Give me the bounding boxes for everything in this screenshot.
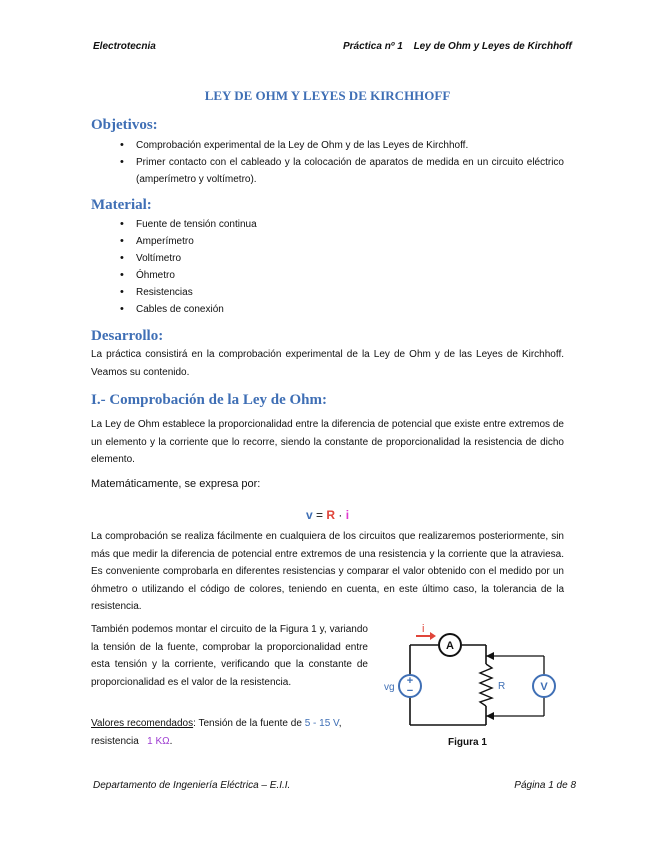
- resistor: [480, 664, 492, 706]
- objetivos-list: [120, 137, 564, 188]
- ohm-equation: [0, 508, 655, 522]
- eq-v: v: [305, 508, 313, 522]
- objetivos-heading: Objetivos:: [91, 117, 158, 133]
- ammeter-label: A: [446, 640, 454, 652]
- list-item: • Fuente de tensión continua: [120, 216, 257, 233]
- section1-heading: I.- Comprobación de la Ley de Ohm:: [91, 392, 327, 408]
- arrow-icon: [486, 712, 494, 720]
- valores-end: .: [169, 735, 173, 747]
- math-intro: Matemáticamente, se expresa por:: [91, 478, 261, 490]
- eq-r: R: [326, 508, 336, 522]
- material-list: [120, 216, 257, 318]
- valores-text: : Tensión de la fuente de: [193, 718, 305, 729]
- header-right: [343, 41, 580, 52]
- list-item: • Voltímetro: [120, 250, 257, 267]
- source-plus: +: [406, 675, 414, 687]
- footer-right: Página 1 de 8: [514, 780, 576, 791]
- eq-i: i: [345, 508, 350, 522]
- valores-res-label: resistencia: [91, 735, 139, 747]
- list-item: • Amperímetro: [120, 233, 257, 250]
- section1-para3: También podemos montar el circuito de la Figura 1 y, variando la tensión de la fuente, comprobar la proporcionalidad entre esta tensión y la corriente, verificando que la constante de proporcionalidad es el valor de la resistencia.: [91, 624, 368, 688]
- valores-resistance: 1 KΩ: [147, 735, 170, 747]
- section1-para1: La Ley de Ohm establece la proporcionalidad entre la diferencia de potencial que existe entre extremos de un elemento y la corriente que lo recorre, siendo la constante de proporcionalidad la resistencia de dicho elemento.: [91, 419, 564, 465]
- valores-label: Valores recomendados: [91, 718, 194, 729]
- page-title: LEY DE OHM Y LEYES DE KIRCHHOFF: [204, 88, 451, 103]
- section1-para2: La comprobación se realiza fácilmente en cualquiera de los circuitos que realizaremos posteriormente, sin más que medir la diferencia de potencial entre extremos de una resistencia y la corriente que la atraviesa. Es conveniente comprobarla en diferentes resistencias y comparar el valor obtenido con el medido por un óhmetro o utilizando el código de colores, teniendo en cuenta, en este último caso, la tolerancia de la resistencia.: [91, 531, 564, 612]
- list-item: • Comprobación experimental de la Ley de Ohm y de las Leyes de Kirchhoff.: [120, 137, 564, 154]
- list-item: • Primer contacto con el cableado y la colocación de aparatos de medida en un circuito eléctrico (amperímetro y voltímetro).: [120, 154, 564, 188]
- eq-equals: =: [315, 508, 323, 522]
- circuit-diagram: [378, 620, 563, 735]
- list-item: • Óhmetro: [120, 267, 257, 284]
- valores-recomendados: [91, 715, 368, 750]
- figure-caption: Figura 1: [448, 737, 487, 748]
- voltmeter-label: V: [540, 681, 548, 693]
- eq-dot: ·: [338, 508, 343, 522]
- current-label: i: [422, 623, 425, 635]
- material-heading: Material:: [91, 197, 152, 213]
- arrow-icon: [486, 652, 494, 660]
- desarrollo-heading: Desarrollo:: [91, 328, 164, 344]
- footer-left: Departamento de Ingeniería Eléctrica – E.I.I.: [93, 780, 291, 791]
- source-minus: −: [406, 685, 414, 697]
- desarrollo-text: La práctica consistirá en la comprobación experimental de la Ley de Ohm y de las Leyes de Kirchhoff. Veamos su contenido.: [91, 349, 564, 378]
- current-arrow-head: [430, 632, 436, 640]
- header-topic: Ley de Ohm y Leyes de Kirchhoff: [413, 41, 572, 52]
- header-left: Electrotecnia: [93, 41, 156, 52]
- list-item: • Cables de conexión: [120, 301, 257, 318]
- header-practica: Práctica nº 1: [343, 41, 403, 52]
- list-item: • Resistencias: [120, 284, 257, 301]
- valores-voltage: 5 - 15 V: [304, 718, 339, 729]
- valores-sep: ,: [338, 718, 342, 729]
- source-label: vg: [384, 682, 395, 693]
- resistor-label: R: [498, 681, 506, 692]
